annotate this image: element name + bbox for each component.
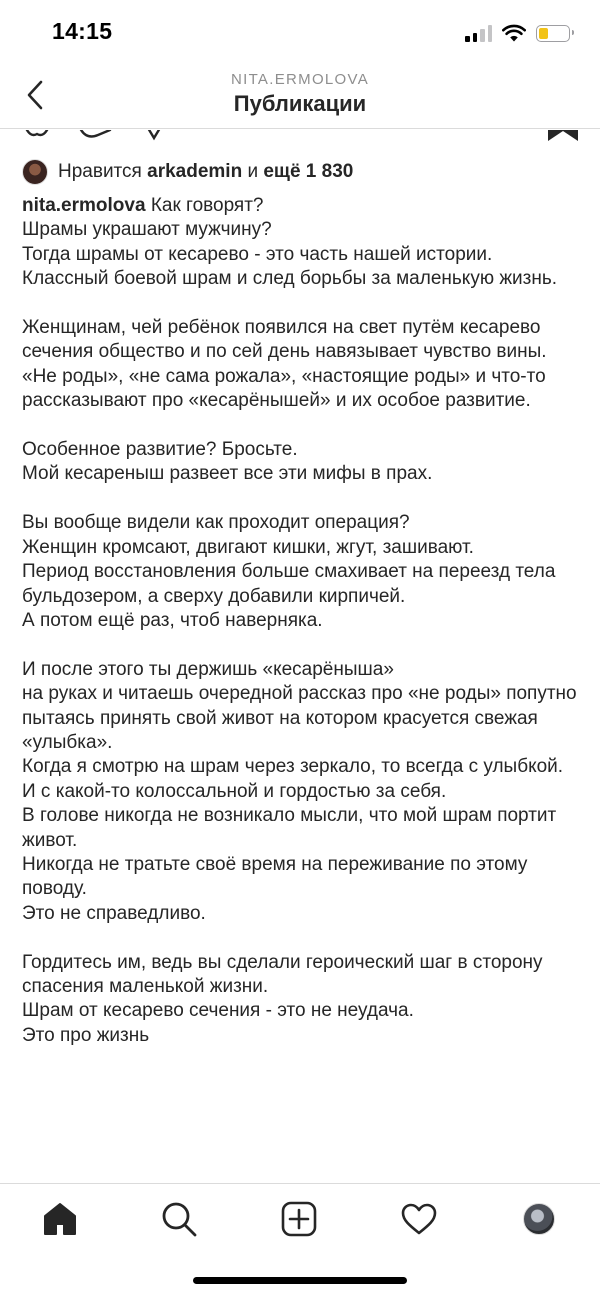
- tab-profile[interactable]: [519, 1199, 559, 1239]
- battery-icon: [536, 25, 570, 42]
- activity-heart-icon: [401, 1203, 437, 1235]
- status-time: 14:15: [52, 18, 113, 44]
- wifi-icon: [502, 24, 526, 42]
- status-bar: [0, 0, 600, 64]
- tab-new-post[interactable]: [279, 1199, 319, 1239]
- home-icon: [42, 1202, 78, 1236]
- like-icon: [25, 130, 49, 135]
- caption-username[interactable]: nita.ermolova: [22, 195, 146, 216]
- likes-prefix: Нравится: [58, 161, 142, 182]
- liker-avatar: [22, 159, 48, 185]
- likes-middle: и: [247, 161, 259, 182]
- profile-username[interactable]: NITA.ERMOLOVA: [230, 71, 370, 88]
- comment-icon: [80, 130, 110, 136]
- likes-count[interactable]: ещё 1 830: [263, 161, 354, 182]
- home-indicator: [193, 1277, 407, 1284]
- likes-summary[interactable]: [22, 158, 353, 186]
- status-icons: [465, 21, 570, 45]
- liker-username[interactable]: arkademin: [147, 161, 243, 182]
- post-actions-clipped: [0, 129, 600, 141]
- signal-icon: [465, 24, 492, 42]
- navigation-bar: [0, 64, 600, 129]
- profile-avatar: [523, 1203, 555, 1235]
- new-post-icon: [281, 1201, 317, 1237]
- page-title: Публикации: [233, 91, 367, 116]
- share-icon: [148, 130, 160, 138]
- tab-search[interactable]: [159, 1199, 199, 1239]
- post-caption: [22, 194, 582, 1048]
- tab-activity[interactable]: [399, 1199, 439, 1239]
- search-icon: [161, 1201, 197, 1237]
- caption-text: Как говорят? Шрамы украшают мужчину? Тогда шрамы от кесарево - это часть нашей истории. Классный боевой шрам и след борьбы за маленькую жизнь. Женщинам, чей ребёнок появился на свет путём кесарево сечения общество и по сей день навязывает чувство вины. «Не роды», «не сама рожала», «настоящие роды» и что-то рассказывают про «кесарёнышей» и их особое развитие. Особенное развитие? Бросьте. Мой кесареныш развеет все эти мифы в прах. Вы вообще видели как проходит операция? Женщин кромсают, двигают кишки, жгут, зашивают. Период восстановления больше смахивает на переезд тела бульдозером, а сверху добавили кирпичей. А потом ещё раз, чтоб наверняка. И после этого ты держишь «кесарёныша» на руках и читаешь очередной рассказ про «не роды» попутно пытаясь принять свой живот на котором красуется свежая «улыбка». Когда я смотрю на шрам через зеркало, то всегда с улыбкой. И с какой-то колоссальной и гордостью за себя. В голове никогда не возникало мысли, что мой шрам портит живот. Никогда не тратьте своё время на переживание по этому поводу. Это не справедливо. Гордитесь им, ведь вы сделали героический шаг в сторону спасения маленькой жизни. Шрам от кесарево сечения - это не неудача. Это про жизнь: [22, 195, 577, 1046]
- save-icon: [548, 130, 578, 141]
- tab-home[interactable]: [40, 1199, 80, 1239]
